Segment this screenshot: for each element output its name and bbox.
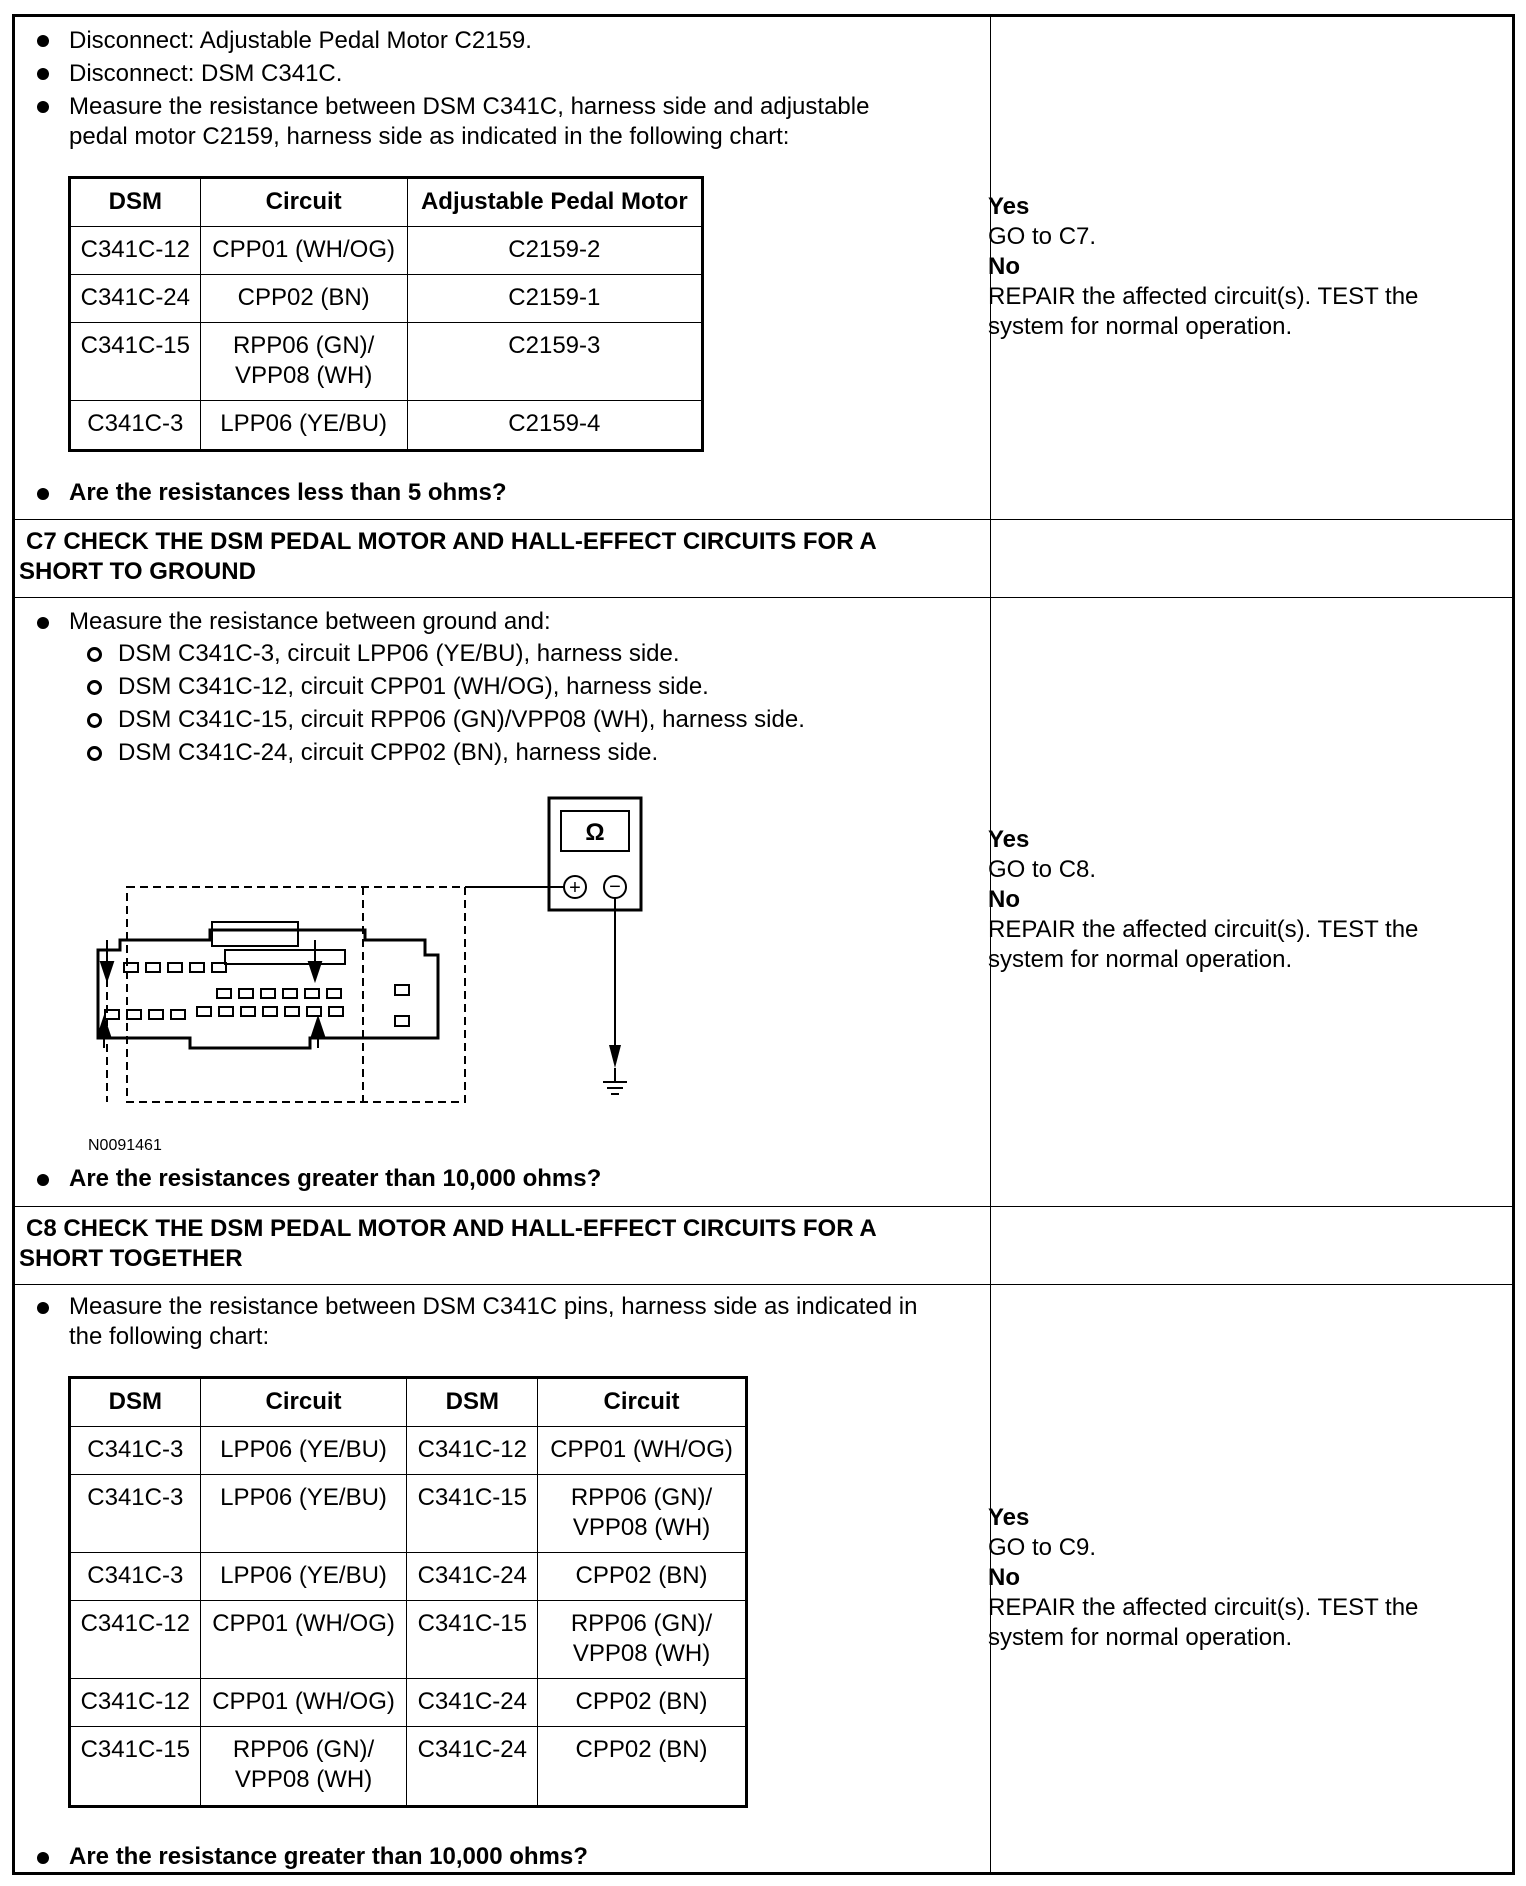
- table-cell: C341C-12: [70, 227, 201, 275]
- table-cell: CPP02 (BN): [538, 1727, 747, 1807]
- c8-chart: [68, 1376, 748, 1808]
- repair-text: system for normal operation.: [988, 1624, 1293, 1651]
- c7-title: C7 CHECK THE DSM PEDAL MOTOR AND HALL-EFFECT CIRCUITS FOR A: [26, 528, 877, 555]
- table-cell: C341C-15: [407, 1601, 538, 1679]
- step-text: Disconnect: DSM C341C.: [69, 60, 343, 87]
- table-cell: C341C-12: [70, 1601, 201, 1679]
- column-header: DSM: [407, 1378, 538, 1427]
- table-cell: C341C-15: [407, 1475, 538, 1553]
- step-subitem: DSM C341C-3, circuit LPP06 (YE/BU), harness side.: [118, 640, 680, 667]
- ohm-symbol: Ω: [585, 819, 605, 846]
- step-subitem: DSM C341C-15, circuit RPP06 (GN)/VPP08 (WH), harness side.: [118, 706, 805, 733]
- table-cell: C341C-3: [70, 1475, 201, 1553]
- table-cell: C341C-12: [70, 1679, 201, 1727]
- bullet-icon: [37, 68, 49, 80]
- table-cell: C341C-24: [407, 1679, 538, 1727]
- bullet-icon: [37, 617, 49, 629]
- row-divider: [15, 519, 1512, 520]
- c8-title: SHORT TOGETHER: [19, 1245, 243, 1272]
- yes-label: Yes: [988, 826, 1030, 853]
- repair-text: system for normal operation.: [988, 946, 1293, 973]
- c7-title: SHORT TO GROUND: [19, 558, 256, 585]
- table-row: [70, 1427, 747, 1475]
- c7-response: [988, 825, 1418, 975]
- table-cell: C2159-3: [407, 323, 702, 401]
- table-cell: C341C-3: [70, 1427, 201, 1475]
- table-cell: CPP02 (BN): [538, 1553, 747, 1601]
- column-header: DSM: [70, 178, 201, 227]
- repair-text: REPAIR the affected circuit(s). TEST the: [988, 1594, 1419, 1621]
- table-row: [70, 1679, 747, 1727]
- step-text: Measure the resistance between DSM C341C, harness side and adjustable: [69, 93, 870, 120]
- ground-icon: [603, 1068, 627, 1094]
- sub-bullet-icon: [87, 713, 102, 728]
- table-cell: CPP02 (BN): [200, 275, 407, 323]
- yes-label: Yes: [988, 1504, 1030, 1531]
- yes-label: Yes: [988, 193, 1030, 220]
- table-cell: RPP06 (GN)/ VPP08 (WH): [200, 1727, 407, 1807]
- table-cell: RPP06 (GN)/ VPP08 (WH): [538, 1475, 747, 1553]
- table-row: [70, 401, 703, 451]
- table-row: [70, 1475, 747, 1553]
- table-cell: C341C-12: [407, 1427, 538, 1475]
- table-cell: C341C-3: [70, 401, 201, 451]
- step-text: the following chart:: [69, 1323, 270, 1350]
- table-cell: C341C-24: [407, 1727, 538, 1807]
- step-subitem: DSM C341C-12, circuit CPP01 (WH/OG), harness side.: [118, 673, 709, 700]
- table-cell: C341C-15: [70, 323, 201, 401]
- table-row: [70, 275, 703, 323]
- table-cell: LPP06 (YE/BU): [200, 1475, 407, 1553]
- table-cell: CPP01 (WH/OG): [200, 1679, 407, 1727]
- connector-c341c: [98, 922, 438, 1048]
- table-cell: CPP01 (WH/OG): [538, 1427, 747, 1475]
- table-row: [70, 1601, 747, 1679]
- column-header: Circuit: [538, 1378, 747, 1427]
- row-divider: [15, 1284, 1512, 1285]
- table-cell: C341C-15: [70, 1727, 201, 1807]
- step-subitem: DSM C341C-24, circuit CPP02 (BN), harness side.: [118, 739, 659, 766]
- column-header: DSM: [70, 1378, 201, 1427]
- column-header: Circuit: [200, 178, 407, 227]
- goto-link[interactable]: GO to C7.: [988, 223, 1097, 250]
- svg-text:+: +: [569, 877, 581, 899]
- goto-link[interactable]: GO to C9.: [988, 1534, 1097, 1561]
- step-text: Measure the resistance between ground and:: [69, 608, 551, 635]
- table-cell: CPP01 (WH/OG): [200, 1601, 407, 1679]
- table-cell: C2159-1: [407, 275, 702, 323]
- table-cell: C341C-24: [407, 1553, 538, 1601]
- step-text: pedal motor C2159, harness side as indicated in the following chart:: [69, 123, 790, 150]
- row-divider: [15, 1206, 1512, 1207]
- table-row: [70, 1553, 747, 1601]
- no-label: No: [988, 1564, 1020, 1591]
- table-cell: CPP02 (BN): [538, 1679, 747, 1727]
- figure-id: N0091461: [88, 1137, 162, 1154]
- table-cell: C2159-2: [407, 227, 702, 275]
- bullet-icon: [37, 1174, 49, 1186]
- ohmmeter: [549, 798, 641, 910]
- step-question: Are the resistances greater than 10,000 ohms?: [69, 1165, 602, 1192]
- sub-bullet-icon: [87, 680, 102, 695]
- column-header: Circuit: [200, 1378, 407, 1427]
- table-row: [70, 227, 703, 275]
- repair-text: system for normal operation.: [988, 313, 1293, 340]
- bullet-icon: [37, 1852, 49, 1864]
- svg-text:−: −: [609, 876, 621, 898]
- step-text: Measure the resistance between DSM C341C pins, harness side as indicated in: [69, 1293, 918, 1320]
- c6-chart: [68, 176, 704, 452]
- table-cell: LPP06 (YE/BU): [200, 1553, 407, 1601]
- goto-link[interactable]: GO to C8.: [988, 856, 1097, 883]
- c8-response: [988, 1503, 1418, 1653]
- table-cell: C341C-3: [70, 1553, 201, 1601]
- bullet-icon: [37, 1302, 49, 1314]
- table-cell: LPP06 (YE/BU): [200, 1427, 407, 1475]
- c6-response: [988, 192, 1418, 342]
- bullet-icon: [37, 35, 49, 47]
- table-cell: LPP06 (YE/BU): [200, 401, 407, 451]
- column-header: Adjustable Pedal Motor: [407, 178, 702, 227]
- table-row: [70, 323, 703, 401]
- repair-text: REPAIR the affected circuit(s). TEST the: [988, 283, 1419, 310]
- bullet-icon: [37, 488, 49, 500]
- step-question: Are the resistances less than 5 ohms?: [69, 479, 507, 506]
- bullet-icon: [37, 101, 49, 113]
- no-label: No: [988, 886, 1020, 913]
- table-row: [70, 1727, 747, 1807]
- no-label: No: [988, 253, 1020, 280]
- repair-text: REPAIR the affected circuit(s). TEST the: [988, 916, 1419, 943]
- table-cell: RPP06 (GN)/ VPP08 (WH): [200, 323, 407, 401]
- table-cell: C341C-24: [70, 275, 201, 323]
- table-cell: CPP01 (WH/OG): [200, 227, 407, 275]
- sub-bullet-icon: [87, 746, 102, 761]
- row-divider: [15, 597, 1512, 598]
- sub-bullet-icon: [87, 647, 102, 662]
- step-text: Disconnect: Adjustable Pedal Motor C2159.: [69, 27, 532, 54]
- table-cell: C2159-4: [407, 401, 702, 451]
- table-cell: RPP06 (GN)/ VPP08 (WH): [538, 1601, 747, 1679]
- c8-title: C8 CHECK THE DSM PEDAL MOTOR AND HALL-EFFECT CIRCUITS FOR A: [26, 1215, 877, 1242]
- step-question: Are the resistance greater than 10,000 ohms?: [69, 1843, 588, 1870]
- connector-diagram: [80, 790, 660, 1160]
